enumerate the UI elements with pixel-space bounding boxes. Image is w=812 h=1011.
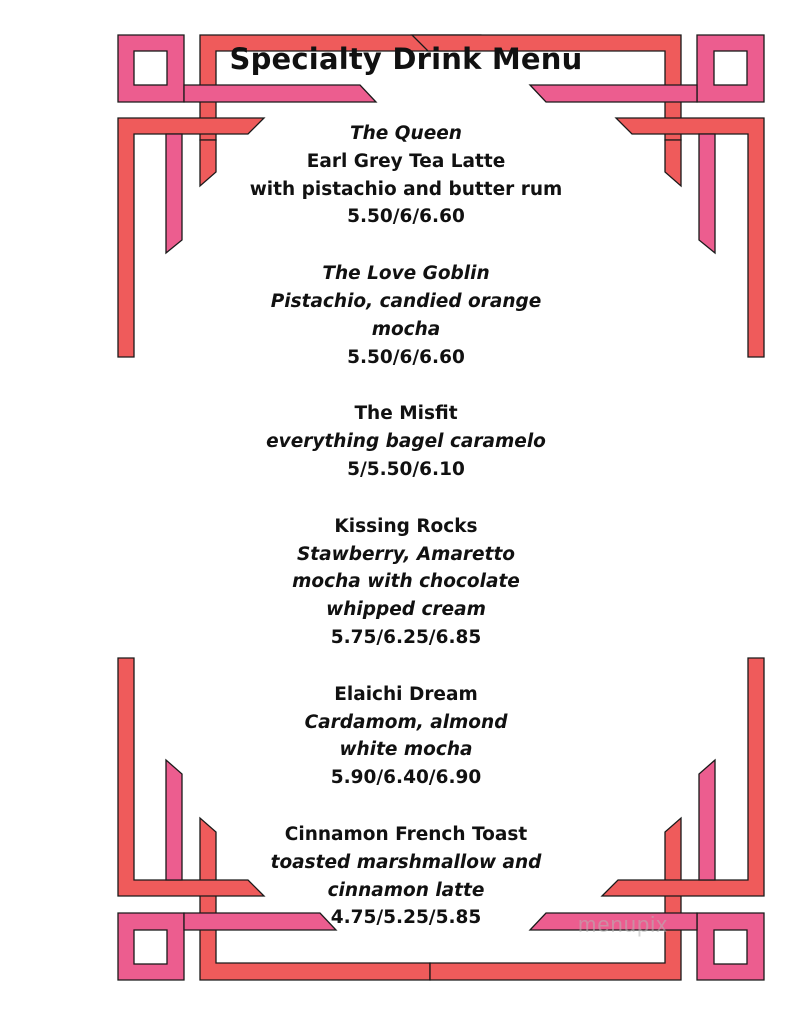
drink-description: Stawberry, Amaretto <box>296 543 516 565</box>
drink-description: Earl Grey Tea Latte <box>306 150 506 172</box>
drink-description: mocha with chocolate <box>292 571 520 593</box>
drink-price: 5.90/6.40/6.90 <box>330 767 482 789</box>
drink-price: 5.75/6.25/6.85 <box>330 626 482 648</box>
drink-description: with pistachio and butter rum <box>249 178 563 200</box>
menu-item <box>0 513 812 652</box>
drink-description: white mocha <box>339 739 473 761</box>
drink-description: Cardamom, almond <box>304 711 508 733</box>
drink-name: Kissing Rocks <box>334 515 478 537</box>
menu-item <box>0 400 812 483</box>
drink-name: The Queen <box>350 123 462 144</box>
menu-item <box>0 260 812 371</box>
watermark: menupix <box>578 912 669 937</box>
drink-list <box>0 120 812 961</box>
menu-item <box>0 821 812 932</box>
drink-name: Elaichi Dream <box>334 683 478 705</box>
drink-description: everything bagel caramelo <box>266 431 546 453</box>
drink-price: 4.75/5.25/5.85 <box>330 907 482 929</box>
drink-description: Pistachio, candied orange <box>270 290 542 312</box>
drink-description: mocha <box>371 318 441 340</box>
drink-description: cinnamon latte <box>327 879 485 901</box>
drink-description: whipped cream <box>326 599 486 621</box>
drink-name: The Love Goblin <box>322 263 490 285</box>
drink-description: toasted marshmallow and <box>270 851 542 873</box>
drink-price: 5.50/6/6.60 <box>347 206 465 228</box>
menu-item <box>0 120 812 231</box>
drink-name: The Misfit <box>354 403 458 425</box>
drink-price: 5/5.50/6.10 <box>347 458 465 480</box>
menu-title: Specialty Drink Menu <box>229 42 583 76</box>
drink-name: Cinnamon French Toast <box>284 823 528 845</box>
menu-item <box>0 681 812 792</box>
drink-price: 5.50/6/6.60 <box>347 346 465 368</box>
